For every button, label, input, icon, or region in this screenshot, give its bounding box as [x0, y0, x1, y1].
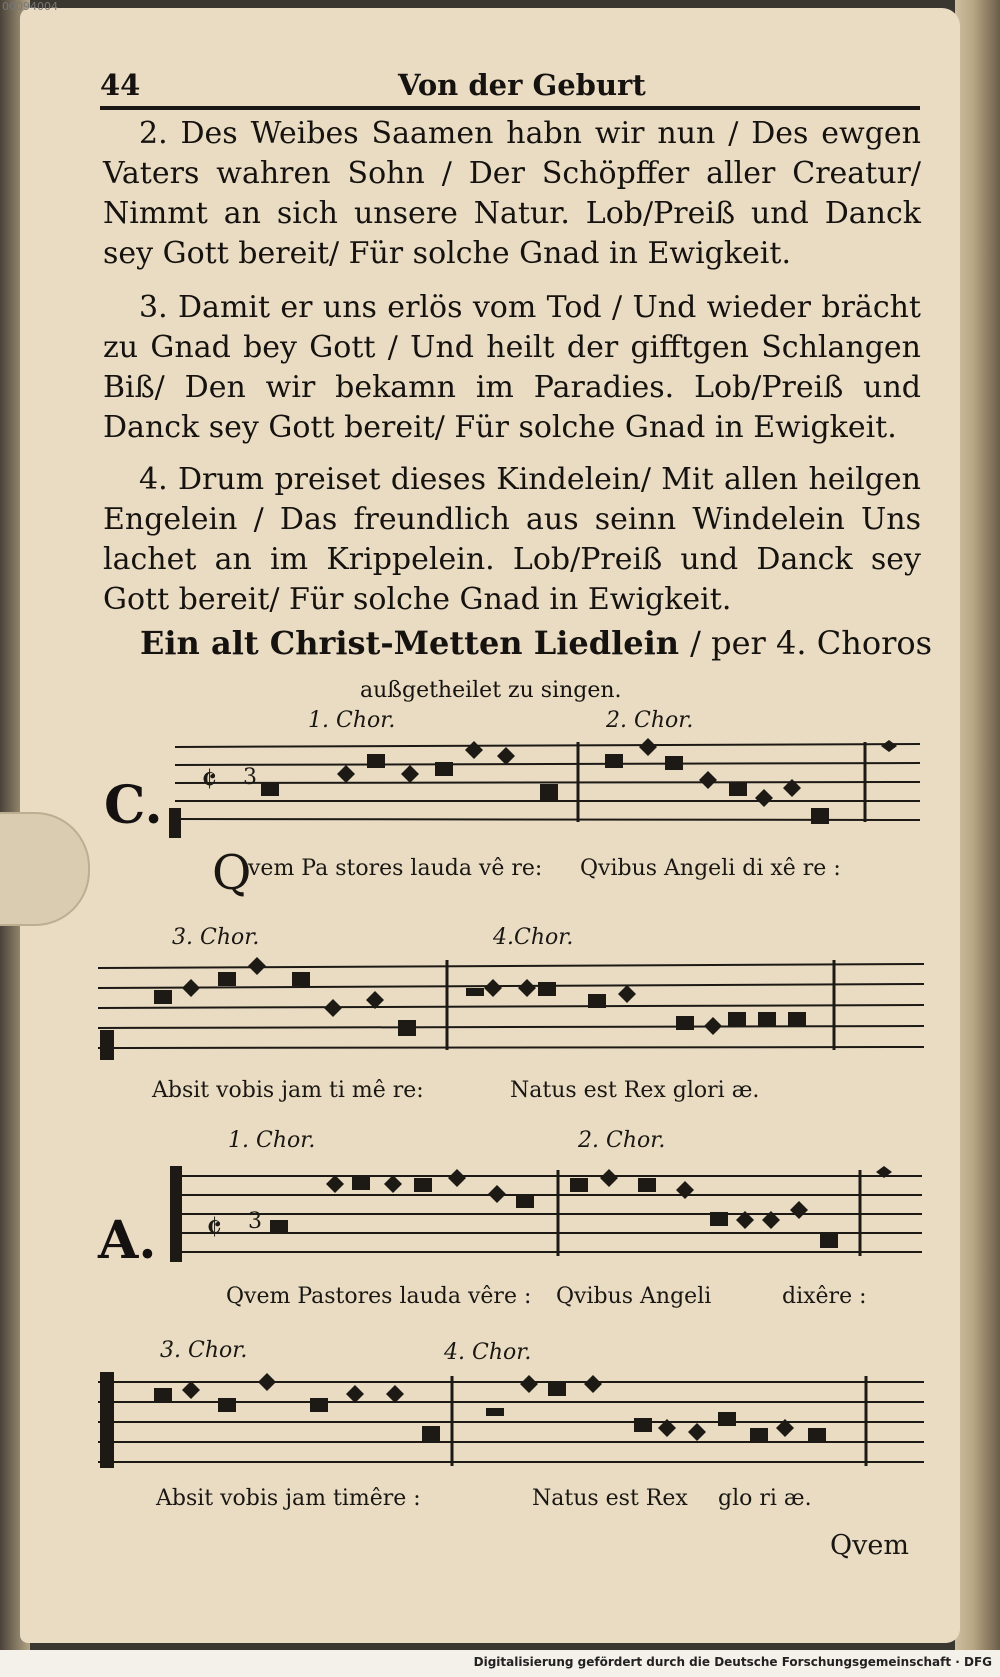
staff-altus-2: [98, 1368, 926, 1480]
svg-text:3: 3: [248, 1209, 262, 1234]
verse-text: 3. Damit er uns erlös vom Tod / Und wieder brächt zu Gnad bey Gott / Und heilt der gifftgen Schlangen Biß/ Den wir bekamn im Paradies. Lob/Preiß und Danck sey Gott bereit/ Für solche Gnad in Ewigkeit.: [103, 290, 921, 445]
chor-label: 4. Chor.: [444, 1340, 532, 1365]
page-fore-edge: [955, 0, 1000, 1650]
song-title: [140, 624, 932, 662]
chor-label: 1. Chor.: [228, 1128, 316, 1153]
verse-3: [103, 288, 921, 448]
lyrics-cantus-1a: vem Pa stores lauda vê re:: [248, 856, 543, 881]
chor-label: 4.Chor.: [493, 925, 574, 950]
catchword: Qvem: [830, 1530, 909, 1561]
song-title-suffix: / per 4. Choros: [690, 624, 933, 662]
song-subtitle: außgetheilet zu singen.: [360, 678, 622, 703]
svg-text:3: 3: [243, 765, 257, 790]
lyrics-altus-1b: Qvibus Angeli: [556, 1284, 712, 1309]
staff-altus-1: [170, 1160, 926, 1270]
funding-credit: Digitalisierung gefördert durch die Deutsche Forschungsgemeinschaft · DFG: [473, 1655, 992, 1669]
voice-letter-cantus: C.: [104, 775, 163, 836]
header-rule: [100, 106, 920, 110]
lyrics-cantus-1b: Qvibus Angeli di xê re :: [580, 856, 841, 881]
chor-label: 2. Chor.: [606, 708, 694, 733]
chor-label: 2. Chor.: [578, 1128, 666, 1153]
song-title-main: Ein alt Christ-Metten Liedlein: [140, 624, 680, 662]
staff-cantus-2: [98, 950, 926, 1070]
chor-label: 1. Chor.: [308, 708, 396, 733]
chor-label: 3. Chor.: [160, 1338, 248, 1363]
initial-capital: Q: [212, 845, 252, 901]
lyrics-altus-2c: glo ri æ.: [718, 1486, 812, 1511]
svg-text:𝄵: 𝄵: [206, 1208, 223, 1249]
lyrics-cantus-2a: Absit vobis jam ti mê re:: [152, 1078, 424, 1103]
lyrics-altus-1a: Qvem Pastores lauda vêre :: [226, 1284, 532, 1309]
library-reference: 00094004: [2, 0, 58, 13]
lyrics-cantus-2b: Natus est Rex glori æ.: [510, 1078, 760, 1103]
verse-2: [103, 114, 921, 274]
chor-label: 3. Chor.: [172, 925, 260, 950]
lyrics-altus-2b: Natus est Rex: [532, 1486, 688, 1511]
verse-text: 2. Des Weibes Saamen habn wir nun / Des ewgen Vaters wahren Sohn / Der Schöpffer aller Creatur/ Nimmt an sich unsere Natur. Lob/Preiß und Danck sey Gott bereit/ Für solche Gnad in Ewigkeit.: [103, 116, 921, 271]
lyrics-altus-1c: dixêre :: [782, 1284, 867, 1309]
verse-4: [103, 460, 921, 620]
verse-text: 4. Drum preiset dieses Kindelein/ Mit allen heilgen Engelein / Das freundlich aus seinn Windelein Uns lachet an im Krippelein. Lob/Preiß und Danck sey Gott bereit/ Für solche Gnad in Ewigkeit.: [103, 462, 921, 617]
running-title: Von der Geburt: [398, 68, 646, 102]
voice-letter-altus: A.: [98, 1210, 157, 1271]
svg-text:𝄵: 𝄵: [201, 760, 218, 801]
footer-bar: [0, 1650, 1000, 1677]
page-number: 44: [100, 68, 141, 102]
lyrics-altus-2a: Absit vobis jam timêre :: [156, 1486, 421, 1511]
staff-cantus-1: [165, 732, 925, 842]
